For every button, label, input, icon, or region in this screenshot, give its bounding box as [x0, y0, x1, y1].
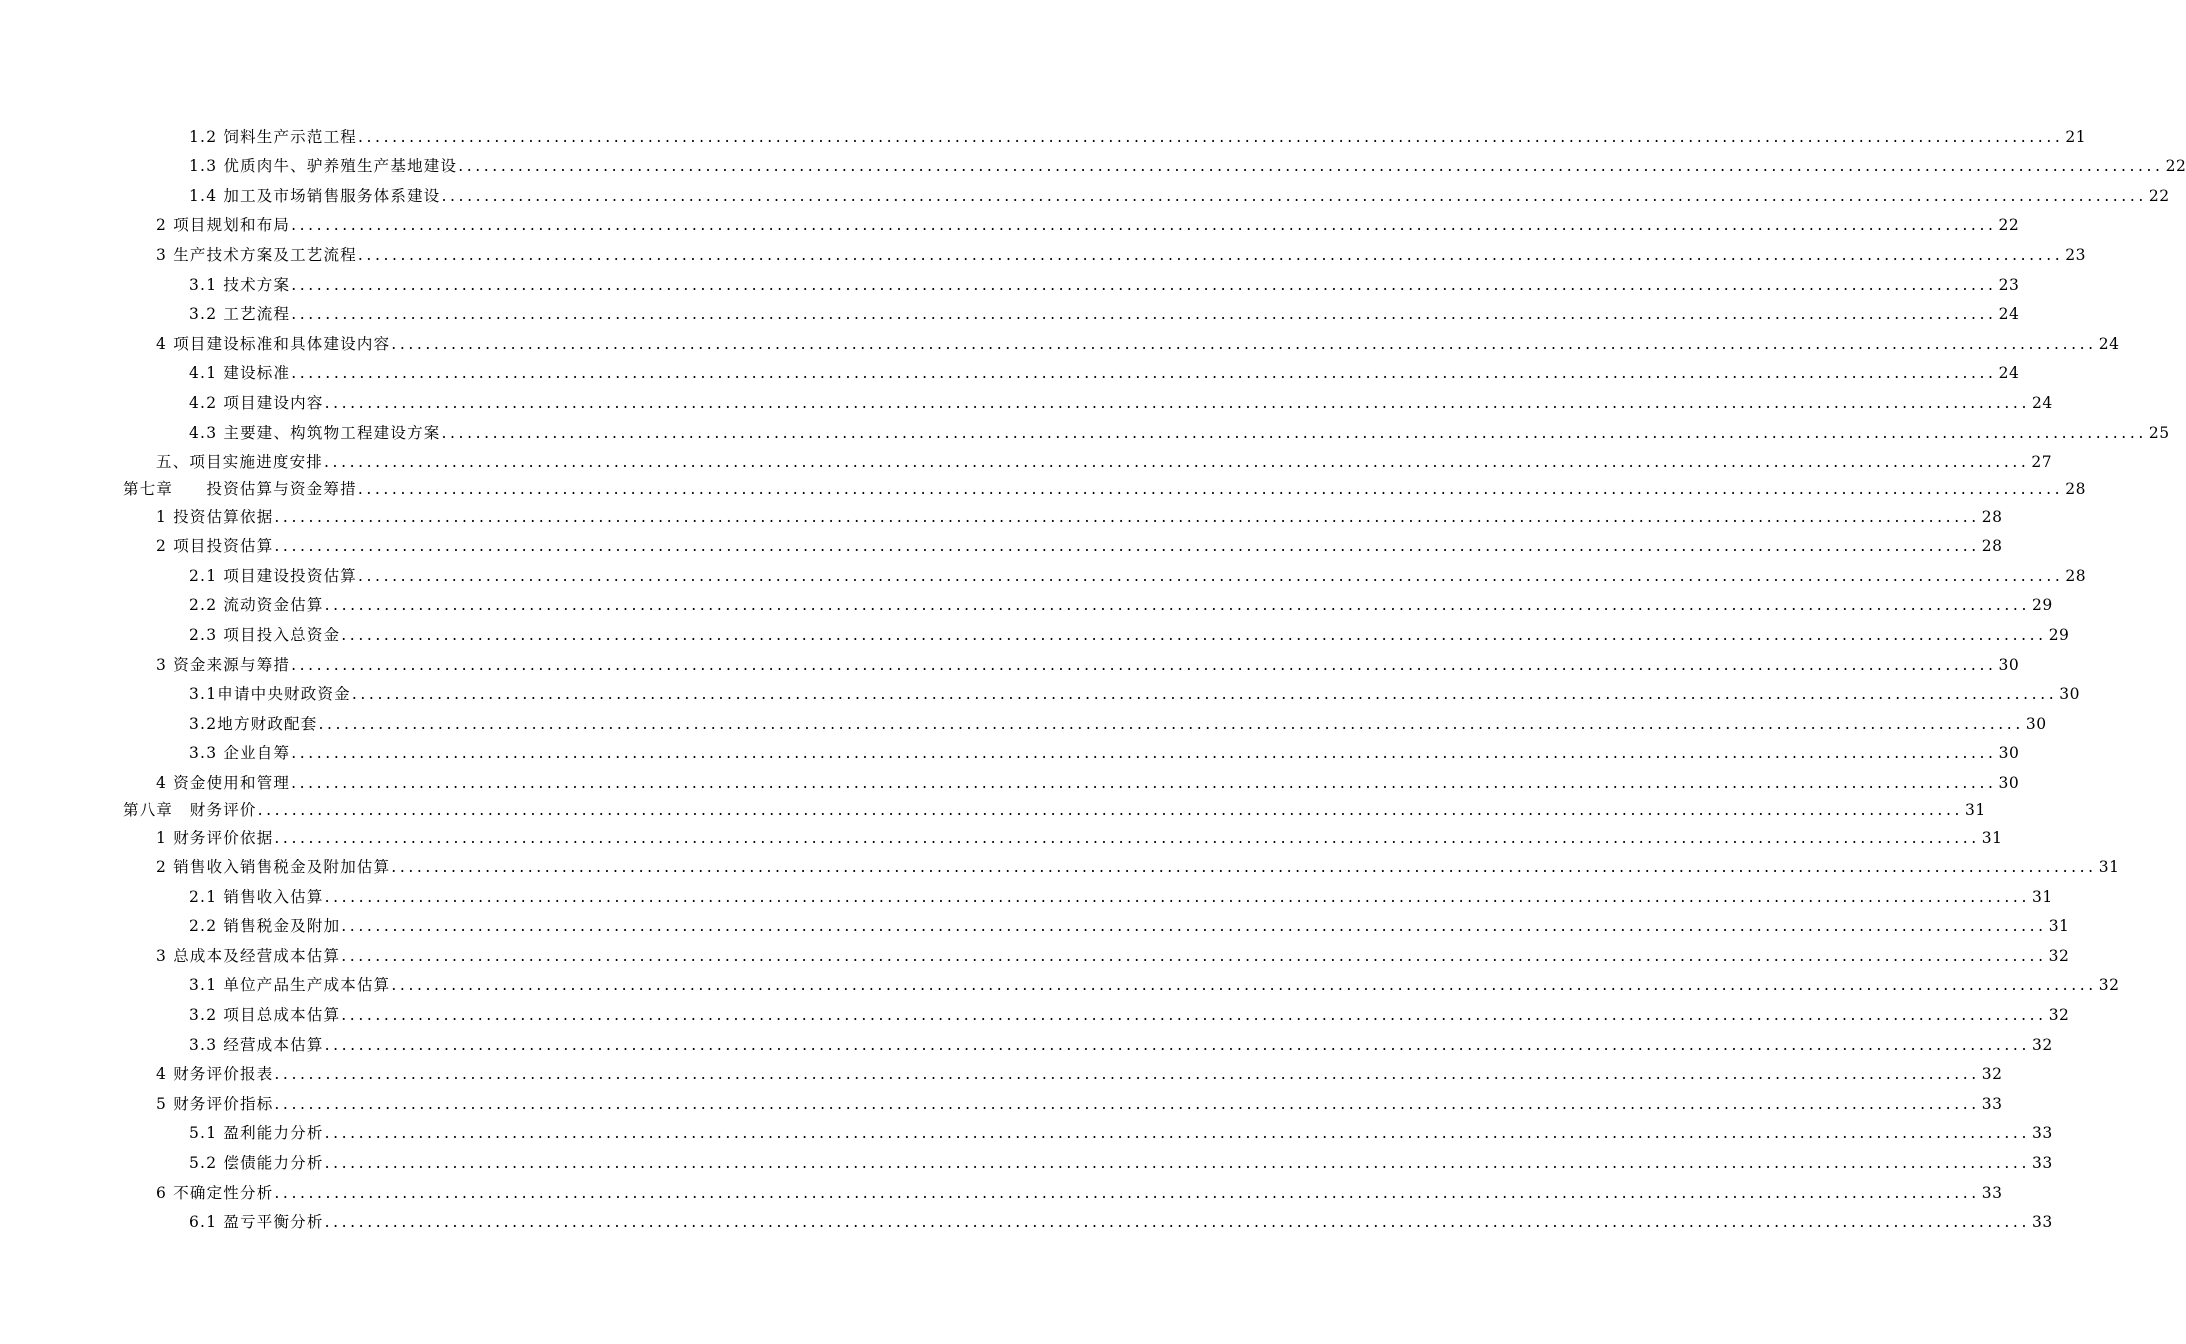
toc-dot-leader: ........................................................................................................................................................................................................ [291, 276, 1997, 294]
toc-entry-title: 第七章 投资估算与资金筹措 [123, 480, 357, 498]
toc-entry[interactable] [189, 913, 2070, 939]
toc-dot-leader: ........................................................................................................................................................................................................ [357, 128, 2064, 146]
toc-entry-title: 1.3 优质肉牛、驴养殖生产基地建设 [189, 157, 458, 175]
toc-entry[interactable] [156, 331, 2120, 357]
toc-entry[interactable] [189, 740, 2020, 766]
toc-dot-leader: ........................................................................................................................................................................................................ [318, 715, 2024, 733]
toc-entry[interactable] [189, 1002, 2070, 1028]
toc-dot-leader: ........................................................................................................................................................................................................ [291, 744, 1997, 762]
toc-entry-page-number: 30 [2025, 715, 2047, 733]
toc-entry[interactable] [156, 504, 2003, 530]
toc-entry-page-number: 29 [2048, 626, 2070, 644]
toc-entry-page-number: 23 [2065, 246, 2087, 264]
toc-entry-page-number: 25 [2148, 424, 2170, 442]
toc-entry-page-number: 33 [1981, 1095, 2003, 1113]
toc-entry-page-number: 30 [1998, 774, 2020, 792]
toc-entry-title: 3.1申请中央财政资金 [189, 685, 351, 703]
toc-entry-title: 1 财务评价依据 [156, 829, 274, 847]
toc-dot-leader: ........................................................................................................................................................................................................ [341, 917, 2047, 935]
toc-entry[interactable] [156, 943, 2070, 969]
toc-dot-leader: ........................................................................................................................................................................................................ [391, 976, 2097, 994]
toc-entry[interactable] [156, 212, 2020, 238]
toc-dot-leader: ........................................................................................................................................................................................................ [274, 537, 1980, 555]
toc-entry[interactable] [156, 449, 2053, 475]
toc-entry-page-number: 23 [1998, 276, 2020, 294]
toc-dot-leader: ........................................................................................................................................................................................................ [291, 364, 1997, 382]
toc-entry-title: 3.2地方财政配套 [189, 715, 318, 733]
toc-entry-page-number: 28 [1981, 508, 2003, 526]
toc-entry-page-number: 24 [1998, 364, 2020, 382]
toc-dot-leader: ........................................................................................................................................................................................................ [324, 596, 2030, 614]
toc-entry-title: 5.1 盈利能力分析 [189, 1124, 324, 1142]
toc-entry[interactable] [189, 153, 2186, 179]
toc-entry-page-number: 31 [2048, 917, 2070, 935]
toc-entry-title: 2.1 项目建设投资估算 [189, 567, 357, 585]
toc-entry-page-number: 29 [2031, 596, 2053, 614]
toc-entry[interactable] [189, 390, 2053, 416]
toc-entry-title: 1 投资估算依据 [156, 508, 274, 526]
toc-entry[interactable] [189, 972, 2120, 998]
toc-entry-page-number: 32 [1981, 1065, 2003, 1083]
toc-entry[interactable] [156, 1180, 2003, 1206]
toc-dot-leader: ........................................................................................................................................................................................................ [341, 626, 2047, 644]
toc-entry-page-number: 31 [1981, 829, 2003, 847]
toc-entry[interactable] [156, 533, 2003, 559]
toc-entry-title: 五、项目实施进度安排 [156, 453, 324, 471]
toc-entry-title: 1.2 饲料生产示范工程 [189, 128, 357, 146]
toc-entry-title: 3.3 企业自筹 [189, 744, 291, 762]
toc-entry-title: 2.1 销售收入估算 [189, 888, 324, 906]
toc-dot-leader: ........................................................................................................................................................................................................ [324, 453, 2030, 471]
toc-entry-page-number: 33 [2031, 1213, 2053, 1231]
toc-entry-title: 3.1 技术方案 [189, 276, 291, 294]
toc-dot-leader: ........................................................................................................................................................................................................ [324, 1124, 2030, 1142]
toc-entry-title: 2.3 项目投入总资金 [189, 626, 341, 644]
toc-entry-title: 4 财务评价报表 [156, 1065, 274, 1083]
toc-entry[interactable] [189, 183, 2170, 209]
toc-entry[interactable] [189, 681, 2080, 707]
toc-dot-leader: ........................................................................................................................................................................................................ [357, 567, 2064, 585]
toc-entry-page-number: 32 [2048, 1006, 2070, 1024]
toc-dot-leader: ........................................................................................................................................................................................................ [441, 424, 2147, 442]
toc-entry-title: 3 总成本及经营成本估算 [156, 947, 341, 965]
toc-entry-title: 2.2 流动资金估算 [189, 596, 324, 614]
toc-entry-title: 3.2 工艺流程 [189, 305, 291, 323]
toc-entry-title: 4.2 项目建设内容 [189, 394, 324, 412]
toc-entry-page-number: 27 [2031, 453, 2053, 471]
toc-entry[interactable] [189, 1032, 2053, 1058]
toc-entry-title: 4 资金使用和管理 [156, 774, 291, 792]
toc-entry-title: 4 项目建设标准和具体建设内容 [156, 335, 391, 353]
toc-entry-title: 2.2 销售税金及附加 [189, 917, 341, 935]
toc-entry[interactable] [189, 1209, 2053, 1235]
toc-entry-title: 2 销售收入销售税金及附加估算 [156, 858, 391, 876]
toc-entry[interactable] [156, 770, 2020, 796]
toc-dot-leader: ........................................................................................................................................................................................................ [458, 157, 2164, 175]
toc-entry-title: 5.2 偿债能力分析 [189, 1154, 324, 1172]
toc-entry[interactable] [189, 711, 2047, 737]
toc-entry[interactable] [156, 1091, 2003, 1117]
toc-dot-leader: ........................................................................................................................................................................................................ [274, 1184, 1980, 1202]
toc-entry[interactable] [189, 884, 2053, 910]
toc-entry-title: 3.1 单位产品生产成本估算 [189, 976, 391, 994]
toc-entry-page-number: 21 [2065, 128, 2087, 146]
toc-entry[interactable] [189, 1120, 2053, 1146]
toc-entry-title: 3.2 项目总成本估算 [189, 1006, 341, 1024]
toc-dot-leader: ........................................................................................................................................................................................................ [274, 508, 1980, 526]
toc-dot-leader: ........................................................................................................................................................................................................ [324, 1154, 2030, 1172]
toc-entry-title: 2 项目投资估算 [156, 537, 274, 555]
toc-entry-title: 1.4 加工及市场销售服务体系建设 [189, 187, 441, 205]
toc-entry-title: 3 生产技术方案及工艺流程 [156, 246, 357, 264]
toc-entry-page-number: 28 [1981, 537, 2003, 555]
toc-entry-title: 5 财务评价指标 [156, 1095, 274, 1113]
toc-dot-leader: ........................................................................................................................................................................................................ [291, 774, 1997, 792]
toc-dot-leader: ........................................................................................................................................................................................................ [357, 480, 2064, 498]
toc-entry[interactable] [156, 652, 2020, 678]
toc-entry-page-number: 32 [2031, 1036, 2053, 1054]
toc-entry-page-number: 28 [2065, 567, 2087, 585]
toc-entry-page-number: 22 [2148, 187, 2170, 205]
toc-dot-leader: ........................................................................................................................................................................................................ [391, 858, 2097, 876]
toc-entry-title: 3.3 经营成本估算 [189, 1036, 324, 1054]
toc-entry[interactable] [189, 622, 2070, 648]
toc-entry-page-number: 33 [2031, 1124, 2053, 1142]
toc-dot-leader: ........................................................................................................................................................................................................ [274, 1065, 1980, 1083]
toc-entry-title: 4.3 主要建、构筑物工程建设方案 [189, 424, 441, 442]
toc-entry-page-number: 33 [2031, 1154, 2053, 1172]
toc-entry-page-number: 33 [1981, 1184, 2003, 1202]
toc-entry-page-number: 31 [2031, 888, 2053, 906]
toc-dot-leader: ........................................................................................................................................................................................................ [341, 947, 2047, 965]
toc-entry[interactable] [123, 476, 2086, 502]
toc-entry-title: 第八章 财务评价 [123, 801, 257, 819]
toc-entry-page-number: 24 [2098, 335, 2120, 353]
toc-entry[interactable] [189, 592, 2053, 618]
toc-entry[interactable] [123, 797, 1986, 823]
toc-entry-page-number: 22 [2165, 157, 2186, 175]
toc-entry[interactable] [189, 563, 2087, 589]
toc-entry-page-number: 30 [2059, 685, 2080, 703]
toc-entry-page-number: 31 [2098, 858, 2120, 876]
toc-entry-page-number: 24 [1998, 305, 2020, 323]
toc-entry-title: 6.1 盈亏平衡分析 [189, 1213, 324, 1231]
toc-entry-page-number: 24 [2031, 394, 2053, 412]
toc-entry-page-number: 30 [1998, 656, 2020, 674]
toc-entry[interactable] [156, 1061, 2003, 1087]
toc-entry-page-number: 28 [2065, 480, 2086, 498]
toc-entry[interactable] [189, 301, 2020, 327]
toc-entry-page-number: 30 [1998, 744, 2020, 762]
toc-entry-page-number: 31 [1965, 801, 1986, 819]
toc-dot-leader: ........................................................................................................................................................................................................ [291, 656, 1997, 674]
toc-dot-leader: ........................................................................................................................................................................................................ [341, 1006, 2047, 1024]
toc-entry-title: 6 不确定性分析 [156, 1184, 274, 1202]
toc-entry[interactable] [189, 272, 2020, 298]
toc-dot-leader: ........................................................................................................................................................................................................ [257, 801, 1964, 819]
toc-entry[interactable] [156, 242, 2087, 268]
toc-dot-leader: ........................................................................................................................................................................................................ [351, 685, 2058, 703]
toc-dot-leader: ........................................................................................................................................................................................................ [324, 888, 2030, 906]
toc-dot-leader: ........................................................................................................................................................................................................ [391, 335, 2097, 353]
toc-dot-leader: ........................................................................................................................................................................................................ [274, 1095, 1980, 1113]
toc-entry[interactable] [189, 420, 2170, 446]
toc-entry[interactable] [189, 360, 2020, 386]
toc-entry-title: 4.1 建设标准 [189, 364, 291, 382]
toc-dot-leader: ........................................................................................................................................................................................................ [324, 1213, 2030, 1231]
toc-dot-leader: ........................................................................................................................................................................................................ [291, 216, 1997, 234]
toc-dot-leader: ........................................................................................................................................................................................................ [357, 246, 2064, 264]
toc-entry[interactable] [189, 1150, 2053, 1176]
toc-entry-page-number: 32 [2048, 947, 2070, 965]
toc-entry[interactable] [156, 854, 2120, 880]
toc-dot-leader: ........................................................................................................................................................................................................ [291, 305, 1997, 323]
toc-dot-leader: ........................................................................................................................................................................................................ [274, 829, 1980, 847]
toc-dot-leader: ........................................................................................................................................................................................................ [324, 394, 2030, 412]
toc-entry-page-number: 22 [1998, 216, 2020, 234]
toc-entry[interactable] [156, 825, 2003, 851]
toc-dot-leader: ........................................................................................................................................................................................................ [441, 187, 2147, 205]
toc-entry-title: 2 项目规划和布局 [156, 216, 291, 234]
toc-entry-page-number: 32 [2098, 976, 2120, 994]
toc-dot-leader: ........................................................................................................................................................................................................ [324, 1036, 2030, 1054]
toc-entry-title: 3 资金来源与筹措 [156, 656, 291, 674]
toc-entry[interactable] [189, 124, 2087, 150]
